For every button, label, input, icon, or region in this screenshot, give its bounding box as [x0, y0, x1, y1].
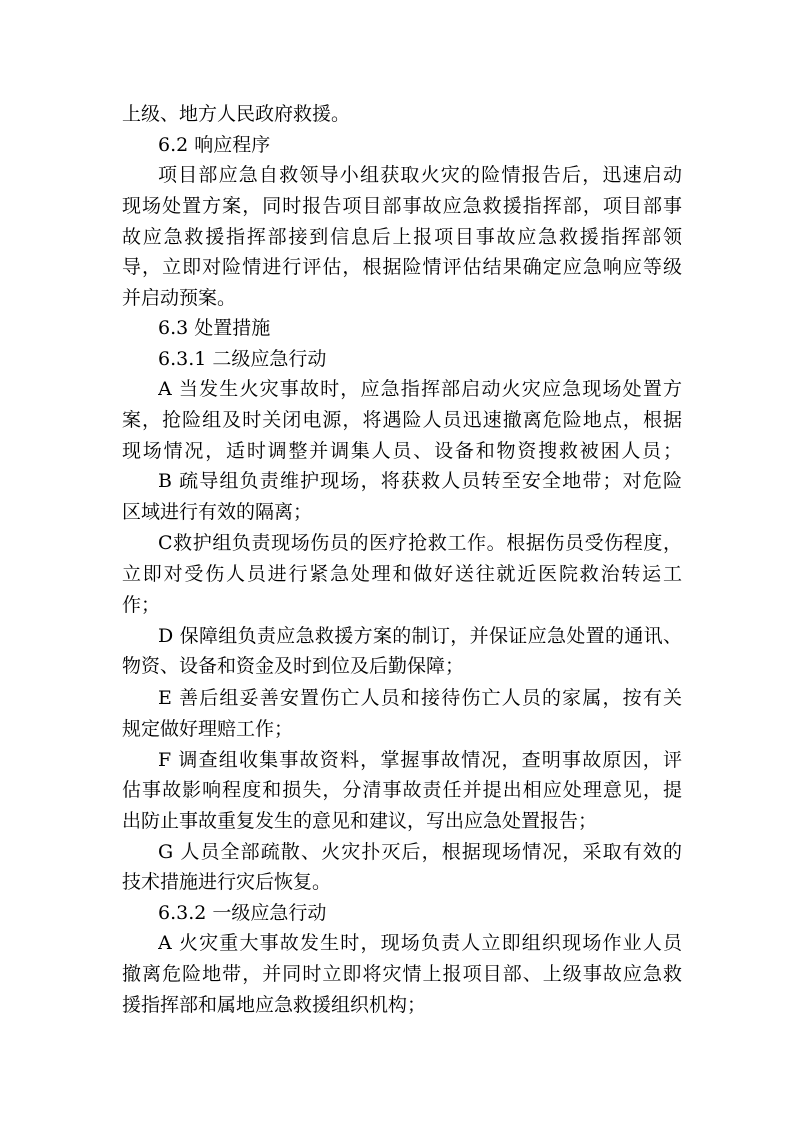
- text-line: F 调查组收集事故资料，掌握事故情况，查明事故原因，评: [158, 749, 682, 771]
- text-line: E 善后组妥善安置伤亡人员和接待伤亡人员的家属，按有关: [158, 687, 682, 709]
- text-line: 现场处置方案，同时报告项目部事故应急救援指挥部，项目部事: [122, 195, 682, 217]
- text-line: A 当发生火灾事故时，应急指挥部启动火灾应急现场处置方: [158, 378, 682, 400]
- text-line: 估事故影响程度和损失，分清事故责任并提出相应处理意见，提: [122, 779, 682, 801]
- text-line: 作；: [122, 594, 161, 616]
- text-line: 援指挥部和属地应急救援组织机构；: [122, 994, 427, 1016]
- text-line: 导，立即对险情进行评估，根据险情评估结果确定应急响应等级: [122, 256, 682, 278]
- text-line: 上级、地方人民政府救援。: [122, 103, 351, 125]
- subsection-heading: 6.3.2 一级应急行动: [158, 902, 327, 924]
- text-line: D 保障组负责应急救援方案的制订，并保证应急处置的通讯、: [158, 625, 682, 647]
- text-line: 现场情况，适时调整并调集人员、设备和物资搜救被困人员；: [122, 440, 682, 462]
- subsection-heading: 6.3.1 二级应急行动: [158, 348, 327, 370]
- text-line: 物资、设备和资金及时到位及后勤保障；: [122, 655, 465, 677]
- text-line: B 疏导组负责维护现场，将获救人员转至安全地带；对危险: [158, 470, 682, 492]
- text-line: 故应急救援指挥部接到信息后上报项目事故应急救援指挥部领: [122, 226, 682, 248]
- text-line: 撤离危险地带，并同时立即将灾情上报项目部、上级事故应急救: [122, 963, 682, 985]
- text-line: 技术措施进行灾后恢复。: [122, 871, 332, 893]
- text-line: 规定做好理赔工作；: [122, 718, 294, 740]
- text-line: G 人员全部疏散、火灾扑灭后，根据现场情况，采取有效的: [158, 841, 682, 863]
- text-line: 立即对受伤人员进行紧急处理和做好送往就近医院救治转运工: [122, 563, 682, 585]
- text-line: 案，抢险组及时关闭电源，将遇险人员迅速撤离危险地点，根据: [122, 409, 682, 431]
- text-line: 区域进行有效的隔离；: [122, 501, 313, 523]
- section-heading: 6.2 响应程序: [158, 134, 271, 156]
- text-line: 项目部应急自救领导小组获取火灾的险情报告后，迅速启动: [158, 164, 682, 186]
- text-line: 并启动预案。: [122, 287, 237, 309]
- text-line: A 火灾重大事故发生时，现场负责人立即组织现场作业人员: [158, 932, 682, 954]
- section-heading: 6.3 处置措施: [158, 317, 271, 339]
- text-line: 出防止事故重复发生的意见和建议，写出应急处置报告；: [122, 810, 598, 832]
- text-line: C救护组负责现场伤员的医疗抢救工作。根据伤员受伤程度，: [158, 532, 682, 554]
